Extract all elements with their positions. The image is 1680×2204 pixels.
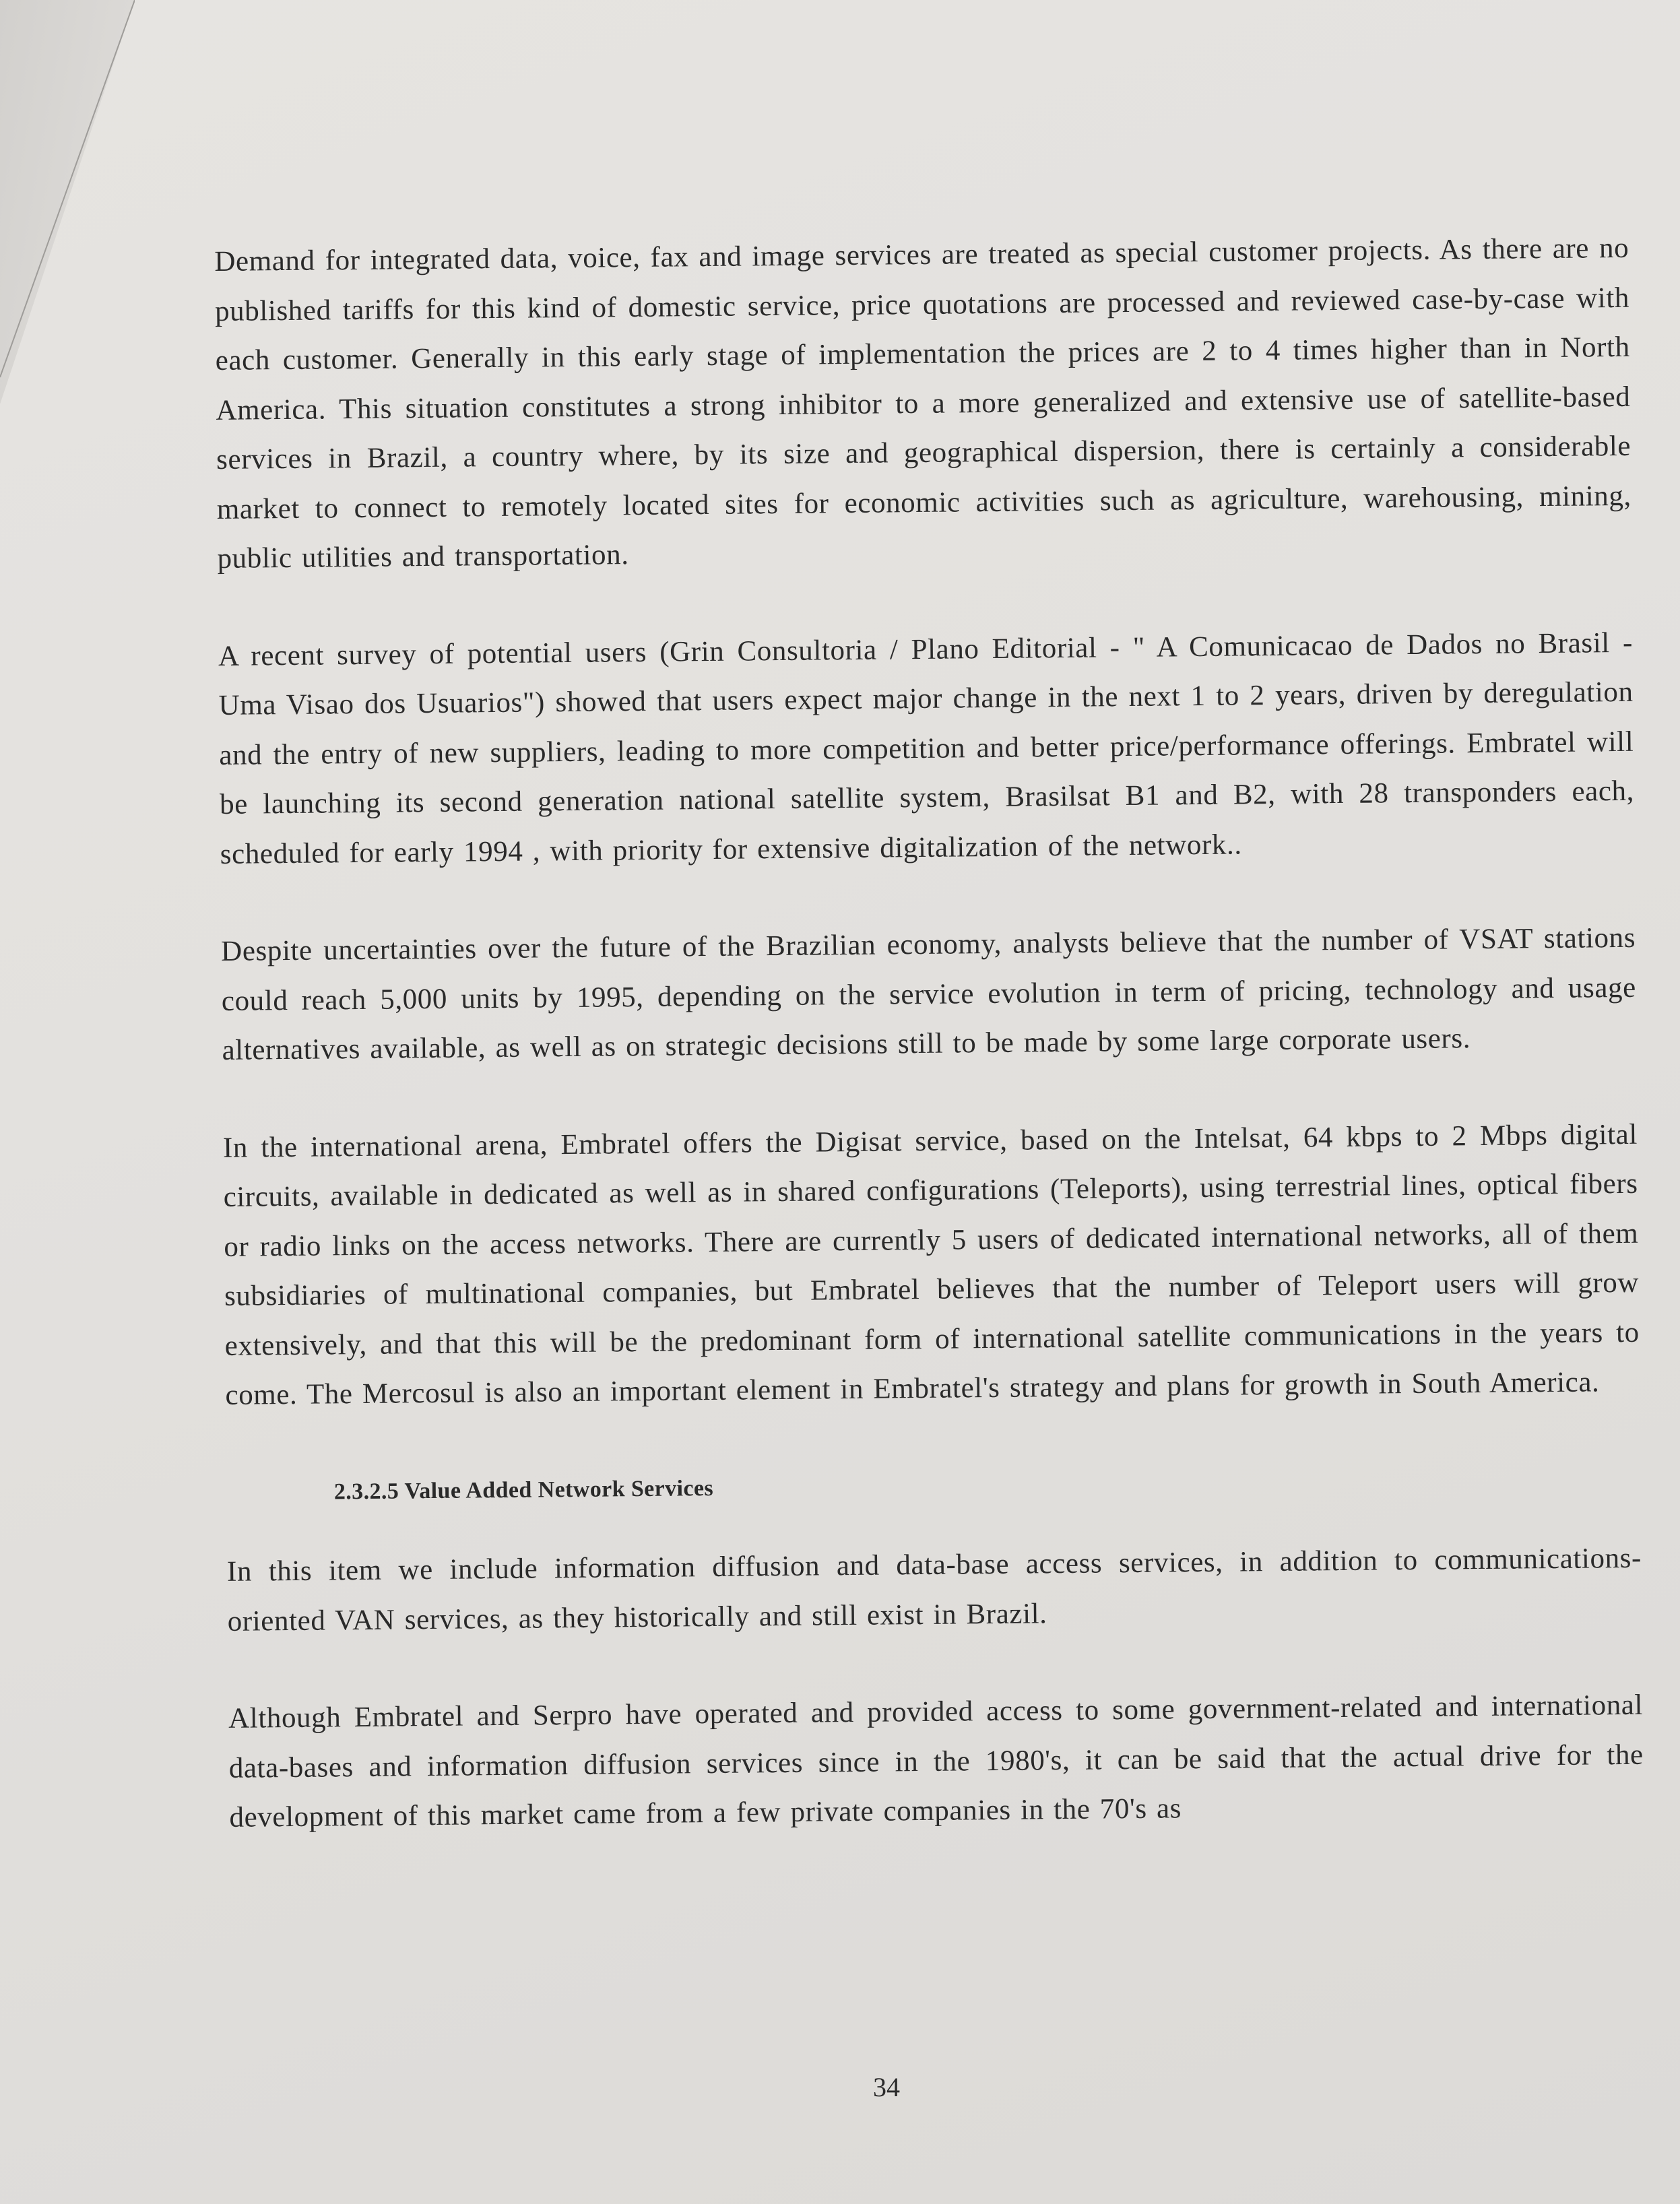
- page-content: [214, 224, 1644, 1891]
- paragraph-international-arena: In the international arena, Embratel offers the Digisat service, based on the Intelsat, 64 kbps to 2 Mbps digital circuits, available in dedicated as well as in shared configurations (Teleports), using terrestrial lines, optical fibers or radio links on the access networks. There are currently 5 users of dedicated international networks, all of them subsidiaries of multinational companies, but Embratel believes that the number of Teleport users will grow extensively, and that this will be the predominant form of international satellite communications in the years to come. The Mercosul is also an important element in Embratel's strategy and plans for growth in South America.: [222, 1118, 1640, 1411]
- paragraph-van-scope: In this item we include information diffusion and data-base access services, in addition to communications-oriented VAN services, as they historically and still exist in Brazil.: [226, 1542, 1642, 1638]
- fold-edge-line: [0, 0, 135, 404]
- paragraph-user-survey: A recent survey of potential users (Grin Consultoria / Plano Editorial - " A Comunicacao de Dados no Brasil - Uma Visao dos Usuarios") showed that users expect major change in the next 1 to 2 years, driven by deregulation and the entry of new suppliers, leading to more competition and better price/performance offerings. Embratel will be launching its second generation national satellite system, Brasilsat B1 and B2, with 28 transponders each, scheduled for early 1994 , with priority for extensive digitalization of the network..: [218, 626, 1635, 870]
- paragraph-integrated-services: Demand for integrated data, voice, fax and image services are treated as special customer projects. As there are no published tariffs for this kind of domestic service, price quotations are processed and reviewed case-by-case with each customer. Generally in this early stage of implementation the prices are 2 to 4 times higher than in North America. This situation constitutes a strong inhibitor to a more generalized and extensive use of satellite-based services in Brazil, a country where, by its size and geographical dispersion, there is certainly a considerable market to connect to remotely located sites for economic activities such as agriculture, warehousing, mining, public utilities and transportation.: [214, 232, 1632, 575]
- paragraph-van-history: Although Embratel and Serpro have operated and provided access to some government-related and international data-bases and information diffusion services since in the 1980's, it can be said that the actual drive for the development of this market came from a few private companies in the 70's as: [228, 1689, 1644, 1834]
- page-number: 34: [873, 2072, 900, 2102]
- paragraph-vsat-forecast: Despite uncertainties over the future of the Brazilian economy, analysts believe that the number of VSAT stations could reach 5,000 units by 1995, depending on the service evolution in term of pricing, technology and usage alternatives available, as well as on strategic decisions still to be made by some large corporate users.: [220, 921, 1637, 1066]
- section-heading: 2.3.2.5 Value Added Network Services: [333, 1475, 714, 1504]
